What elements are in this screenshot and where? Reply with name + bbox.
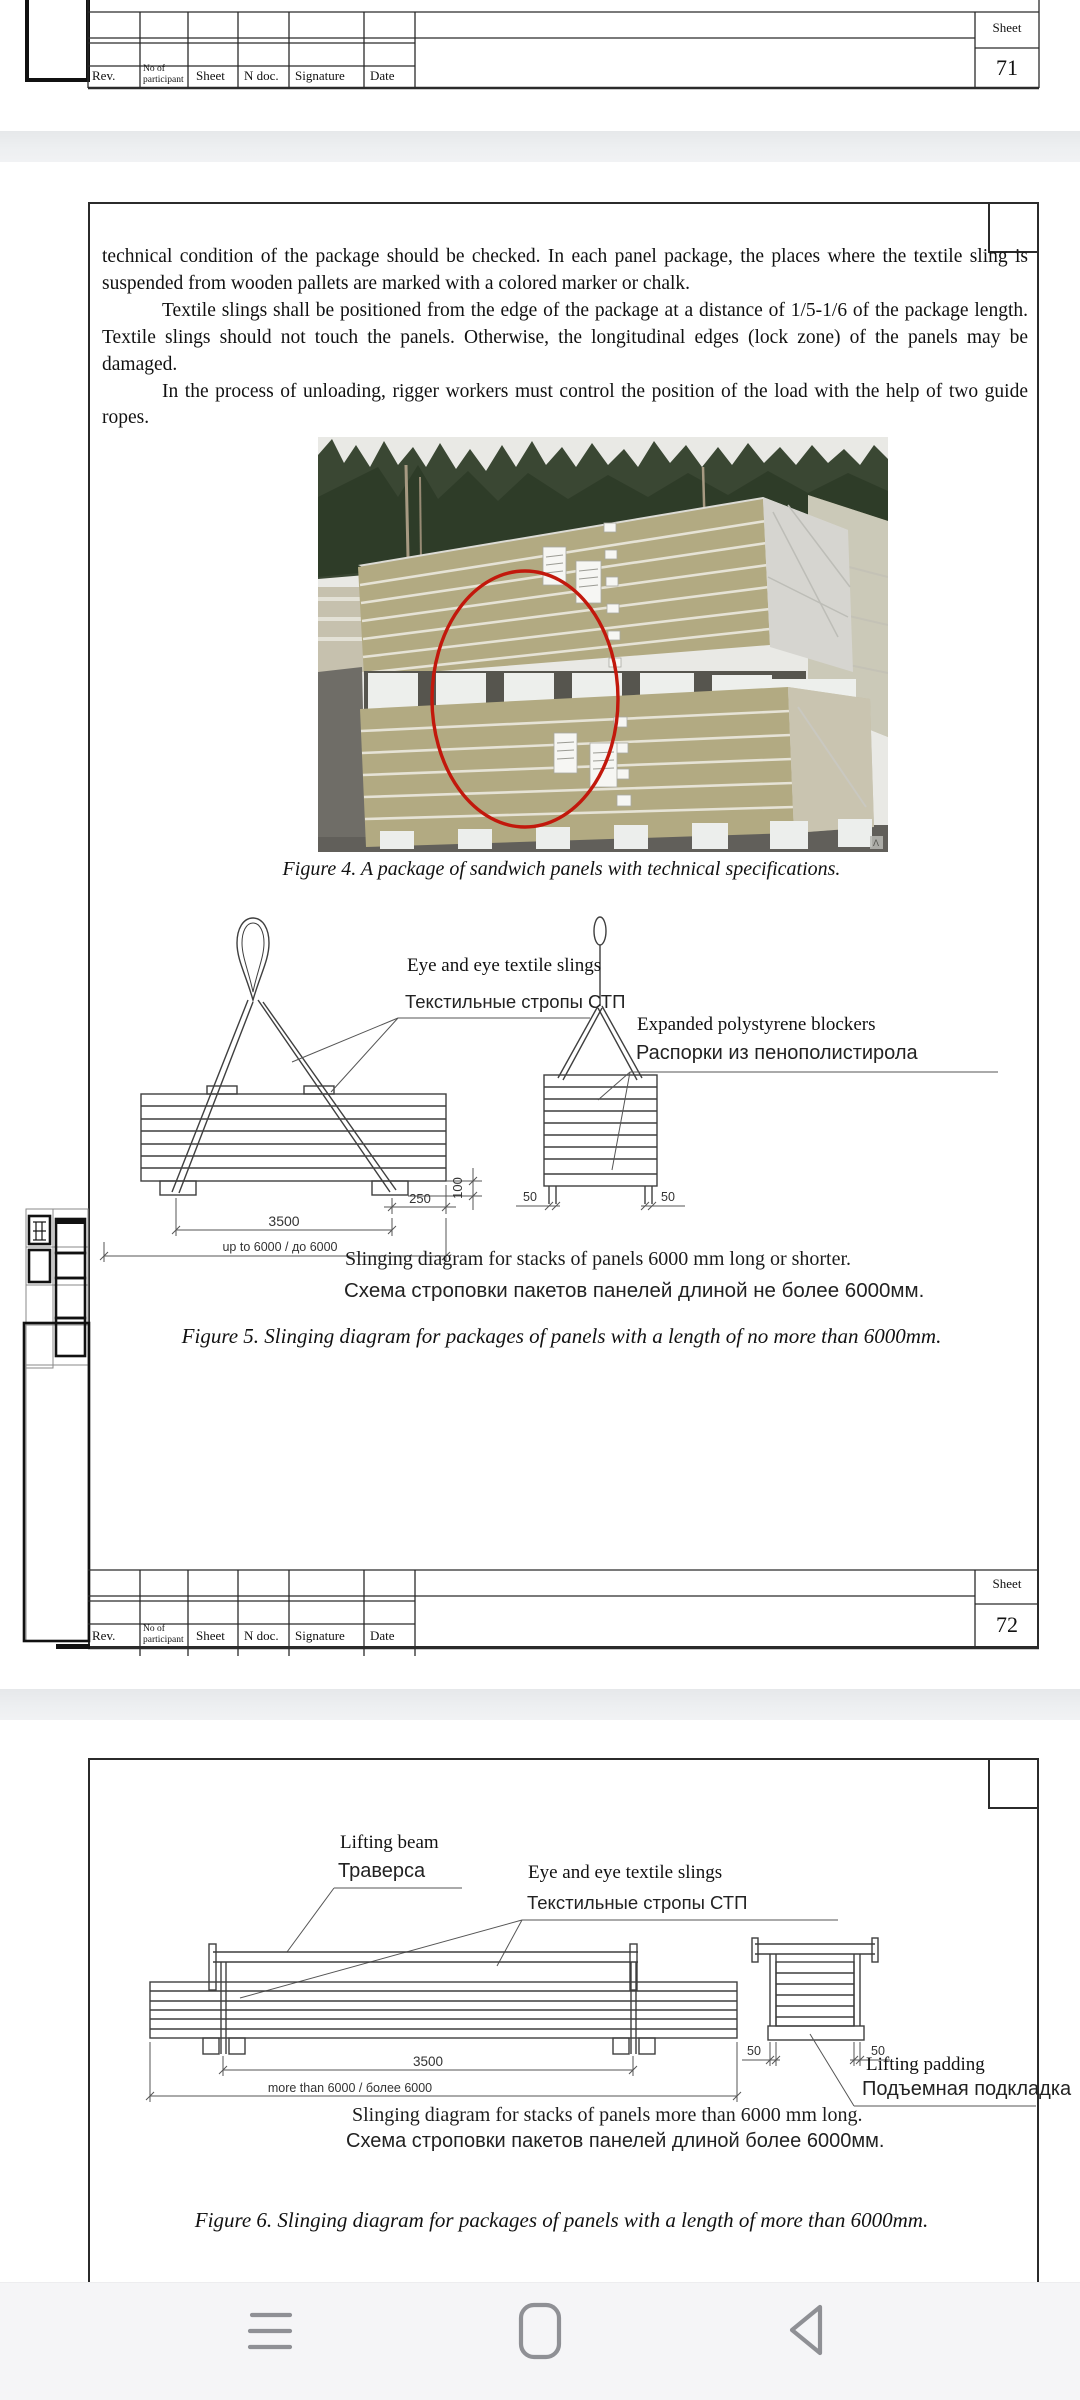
- page-72: [0, 162, 1080, 1688]
- sheet-number-72: 72: [996, 1612, 1018, 1637]
- fig5-label-slings-en: Eye and eye textile slings: [407, 955, 602, 976]
- fig6-label-slings-en: Eye and eye textile slings: [528, 1862, 723, 1883]
- page-71-bottom: [0, 0, 1080, 130]
- sheet-label: Sheet: [992, 1576, 1022, 1591]
- fig5-label-blockers-en: Expanded polystyrene blockers: [637, 1014, 876, 1035]
- fig6-label-slings-ru: Текстильные стропы СТП: [527, 1892, 748, 1913]
- footer-col-ndoc: N doc.: [244, 1628, 279, 1643]
- back-icon: [792, 2307, 820, 2353]
- fig6-caption-ru: Схема строповки пакетов панелей длиной более 6000мм.: [346, 2130, 885, 2152]
- page-separator: [0, 1689, 1080, 1720]
- page-separator: [0, 131, 1080, 162]
- fig5-label-blockers-ru: Распорки из пенополистирола: [636, 1042, 918, 1064]
- dim-up-to-6000: up to 6000 / до 6000: [222, 1240, 338, 1254]
- back-button[interactable]: [778, 2299, 842, 2363]
- menu-button[interactable]: [240, 2301, 300, 2361]
- footer-col-rev: Rev.: [92, 68, 116, 83]
- fig6-label-beam-ru: Траверса: [338, 1860, 426, 1882]
- dim-50-right: 50: [661, 1190, 675, 1204]
- sheet-label: Sheet: [992, 20, 1022, 35]
- figure5-caption: Figure 5. Slinging diagram for packages of panels with a length of no more than 6000mm.: [181, 1324, 942, 1348]
- fig5-caption-ru: Схема строповки пакетов панелей длиной не более 6000мм.: [344, 1279, 925, 1302]
- dim-3500: 3500: [268, 1213, 300, 1229]
- page-73-corner-box: [988, 1758, 1039, 1809]
- dim-100: 100: [450, 1177, 465, 1199]
- fig6-caption-en: Slinging diagram for stacks of panels more than 6000 mm long.: [352, 2104, 863, 2126]
- dim-250: 250: [409, 1191, 431, 1206]
- footer-col-signature: Signature: [295, 68, 345, 83]
- dim-more-than-6000: more than 6000 / более 6000: [267, 2081, 433, 2095]
- dim-50-left: 50: [523, 1190, 537, 1204]
- page-73: [0, 1720, 1080, 2282]
- fig5-label-slings-ru: Текстильные стропы СТП: [405, 991, 626, 1012]
- fig6-label-padding-ru: Подъемная подкладка: [862, 2078, 1072, 2100]
- fig5-caption-en: Slinging diagram for stacks of panels 6000 mm long or shorter.: [345, 1248, 852, 1270]
- home-icon: [521, 2305, 559, 2357]
- footer-col-participant: No of participant: [143, 64, 184, 85]
- body-text: [102, 244, 1028, 432]
- footer-col-date: Date: [370, 1628, 395, 1643]
- svg-text:Λ: Λ: [872, 838, 880, 848]
- sheet-number-71: 71: [996, 55, 1018, 80]
- figure4-caption: Figure 4. A package of sandwich panels with technical specifications.: [282, 858, 841, 880]
- footer-col-rev: Rev.: [92, 1628, 116, 1643]
- footer-col-ndoc: N doc.: [244, 68, 279, 83]
- dim-50-right: 50: [871, 2044, 885, 2058]
- dim-3500: 3500: [412, 2054, 444, 2069]
- home-button[interactable]: [508, 2299, 572, 2363]
- dim-50-left: 50: [747, 2044, 761, 2058]
- figure6-caption: Figure 6. Slinging diagram for packages of panels with a length of more than 6000mm.: [194, 2208, 929, 2232]
- android-navigation-bar: [0, 2282, 1080, 2400]
- footer-col-date: Date: [370, 68, 395, 83]
- menu-icon: [250, 2315, 290, 2347]
- fig6-label-beam-en: Lifting beam: [340, 1832, 439, 1853]
- footer-col-sheet: Sheet: [196, 68, 225, 83]
- footer-col-signature: Signature: [295, 1628, 345, 1643]
- paragraph-1: technical condition of the package should be checked. In each panel package, the places where the textile sling is suspended from wooden pallets are marked with a colored marker or chalk.: [102, 246, 1028, 294]
- footer-col-participant: No of participant: [143, 1624, 184, 1645]
- footer-col-sheet: Sheet: [196, 1628, 225, 1643]
- fig6-label-padding-en: Lifting padding: [866, 2054, 985, 2075]
- figure4-photo: [318, 437, 888, 852]
- paragraph-3: In the process of unloading, rigger workers must control the position of the load with the help of two guide ropes.: [102, 380, 1028, 429]
- paragraph-2: Textile slings shall be positioned from the edge of the package at a distance of 1/5-1/6 of the package length. Textile slings should not touch the panels. Otherwise, the longitudinal edges (lock zone) of the panels may be damaged.: [102, 299, 1028, 375]
- footer-table-72-lines: [0, 1562, 1080, 1662]
